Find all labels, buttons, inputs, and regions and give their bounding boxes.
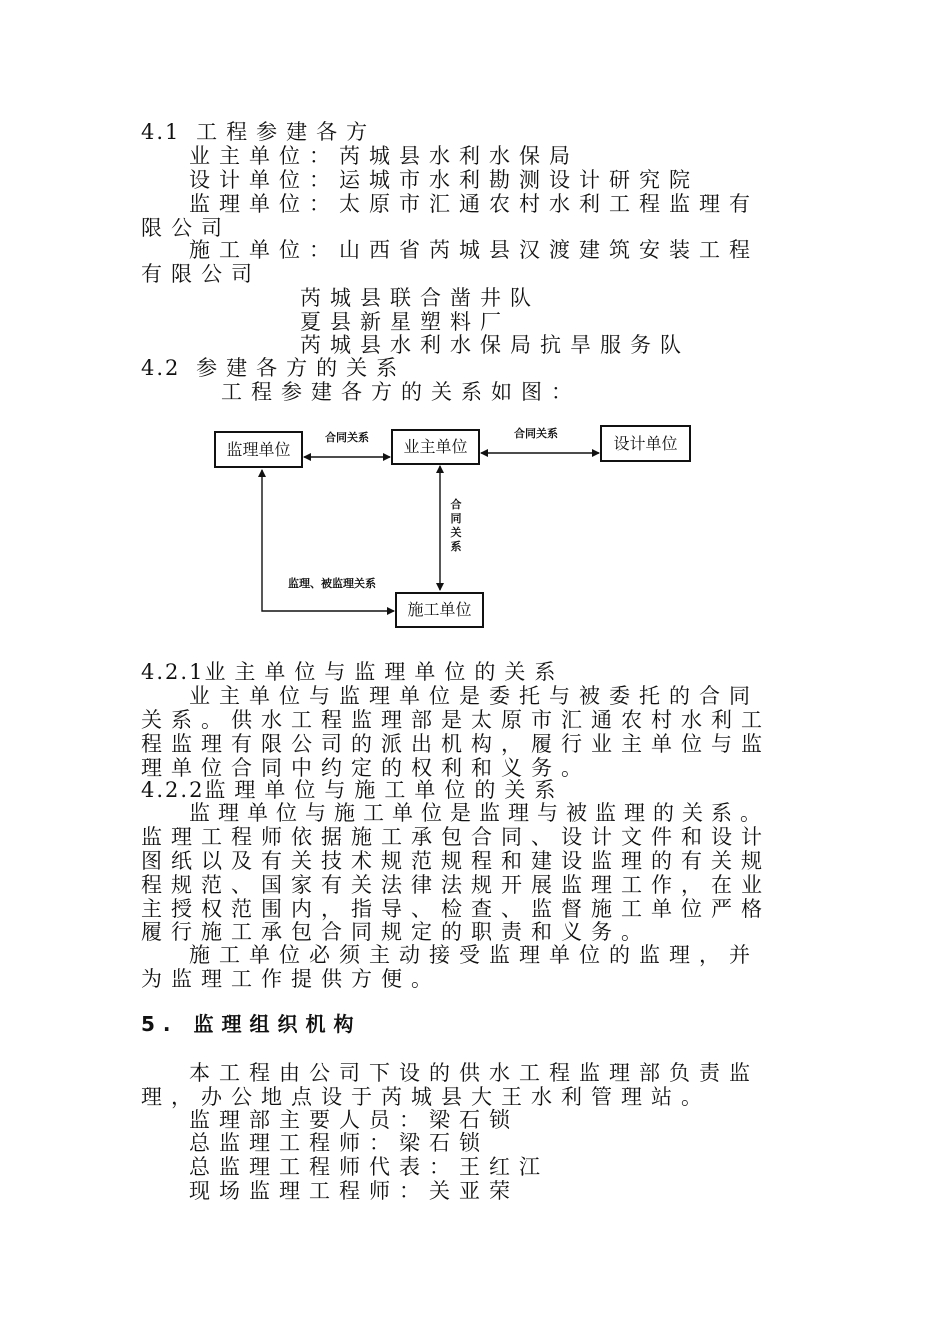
supervisor-line-cont: 限公司 <box>141 216 231 240</box>
section-title: 参建各方的关系 <box>196 356 407 380</box>
paragraph-line: 业主单位与监理单位是委托与被委托的合同 <box>189 684 759 708</box>
supervisor-line: 监理单位：太原市汇通农村水利工程监理有 <box>189 192 759 216</box>
contract-label-vertical-2: 同 <box>450 512 462 525</box>
site-engineer-line: 现场监理工程师：关亚荣 <box>189 1179 519 1203</box>
contract-label-left: 合同关系 <box>325 431 369 444</box>
section-4-2-2-heading <box>141 778 564 802</box>
paragraph-line: 监理工程师依据施工承包合同、设计文件和设计 <box>141 825 771 849</box>
chief-engineer-line: 总监理工程师：梁石锁 <box>189 1131 489 1155</box>
owner-line: 业主单位：芮城县水利水保局 <box>189 144 579 168</box>
contract-label-right: 合同关系 <box>514 427 558 440</box>
section-4-2-heading <box>141 356 406 380</box>
paragraph-line: 理，办公地点设于芮城县大王水利管理站。 <box>141 1085 711 1109</box>
contract-label-vertical-4: 系 <box>450 540 462 553</box>
section-title: 工程参建各方 <box>196 120 377 144</box>
section-title: 业主单位与监理单位的关系 <box>204 660 565 684</box>
paragraph-line: 图纸以及有关技术规范规程和建设监理的有关规 <box>141 849 771 873</box>
diagram-intro: 工程参建各方的关系如图： <box>221 380 581 404</box>
supervise-label: 监理、被监理关系 <box>288 577 376 590</box>
supervisor-box-label: 监理单位 <box>226 440 291 459</box>
paragraph-line: 施工单位必须主动接受监理单位的监理，并 <box>189 943 759 967</box>
section-number: 4.2.2 <box>141 778 205 802</box>
section-5-heading: 5. 监理组织机构 <box>141 1012 362 1036</box>
section-number: 4.1 <box>141 120 181 144</box>
paragraph-line: 程规范、国家有关法律法规开展监理工作，在业 <box>141 873 771 897</box>
paragraph-line: 履行施工承包合同规定的职责和义务。 <box>141 920 651 944</box>
builder-line-cont: 有限公司 <box>141 262 261 286</box>
paragraph-line: 关系。供水工程监理部是太原市汇通农村水利工 <box>141 708 771 732</box>
designer-line: 设计单位：运城市水利勘测设计研究院 <box>189 168 699 192</box>
builder-line-4: 芮城县水利水保局抗旱服务队 <box>300 333 690 357</box>
builder-line-2: 芮城县联合凿井队 <box>300 286 540 310</box>
paragraph-line: 为监理工作提供方便。 <box>141 967 441 991</box>
designer-box-label: 设计单位 <box>613 434 678 453</box>
staff-line: 监理部主要人员：梁石锁 <box>189 1108 519 1132</box>
paragraph-line: 理单位合同中约定的权利和义务。 <box>141 756 591 780</box>
paragraph-line: 主授权范围内，指导、检查、监督施工单位严格 <box>141 897 771 921</box>
owner-box-label: 业主单位 <box>403 437 468 456</box>
paragraph-line: 监理单位与施工单位是监理与被监理的关系。 <box>189 801 769 825</box>
section-4-2-1-heading <box>141 660 564 684</box>
builder-line: 施工单位：山西省芮城县汉渡建筑安装工程 <box>189 238 759 262</box>
section-4-1-heading <box>141 120 376 144</box>
builder-line-3: 夏县新星塑料厂 <box>300 310 510 334</box>
builder-box-label: 施工单位 <box>407 600 472 619</box>
section-number: 4.2 <box>141 356 181 380</box>
paragraph-line: 本工程由公司下设的供水工程监理部负责监 <box>189 1061 759 1085</box>
relationship-diagram <box>200 418 720 638</box>
section-number: 4.2.1 <box>141 660 205 684</box>
contract-label-vertical-3: 关 <box>450 526 462 539</box>
paragraph-line: 程监理有限公司的派出机构，履行业主单位与监 <box>141 732 771 756</box>
contract-label-vertical-1: 合 <box>450 498 462 511</box>
chief-rep-line: 总监理工程师代表：王红江 <box>189 1155 549 1179</box>
section-title: 监理单位与施工单位的关系 <box>204 778 565 802</box>
